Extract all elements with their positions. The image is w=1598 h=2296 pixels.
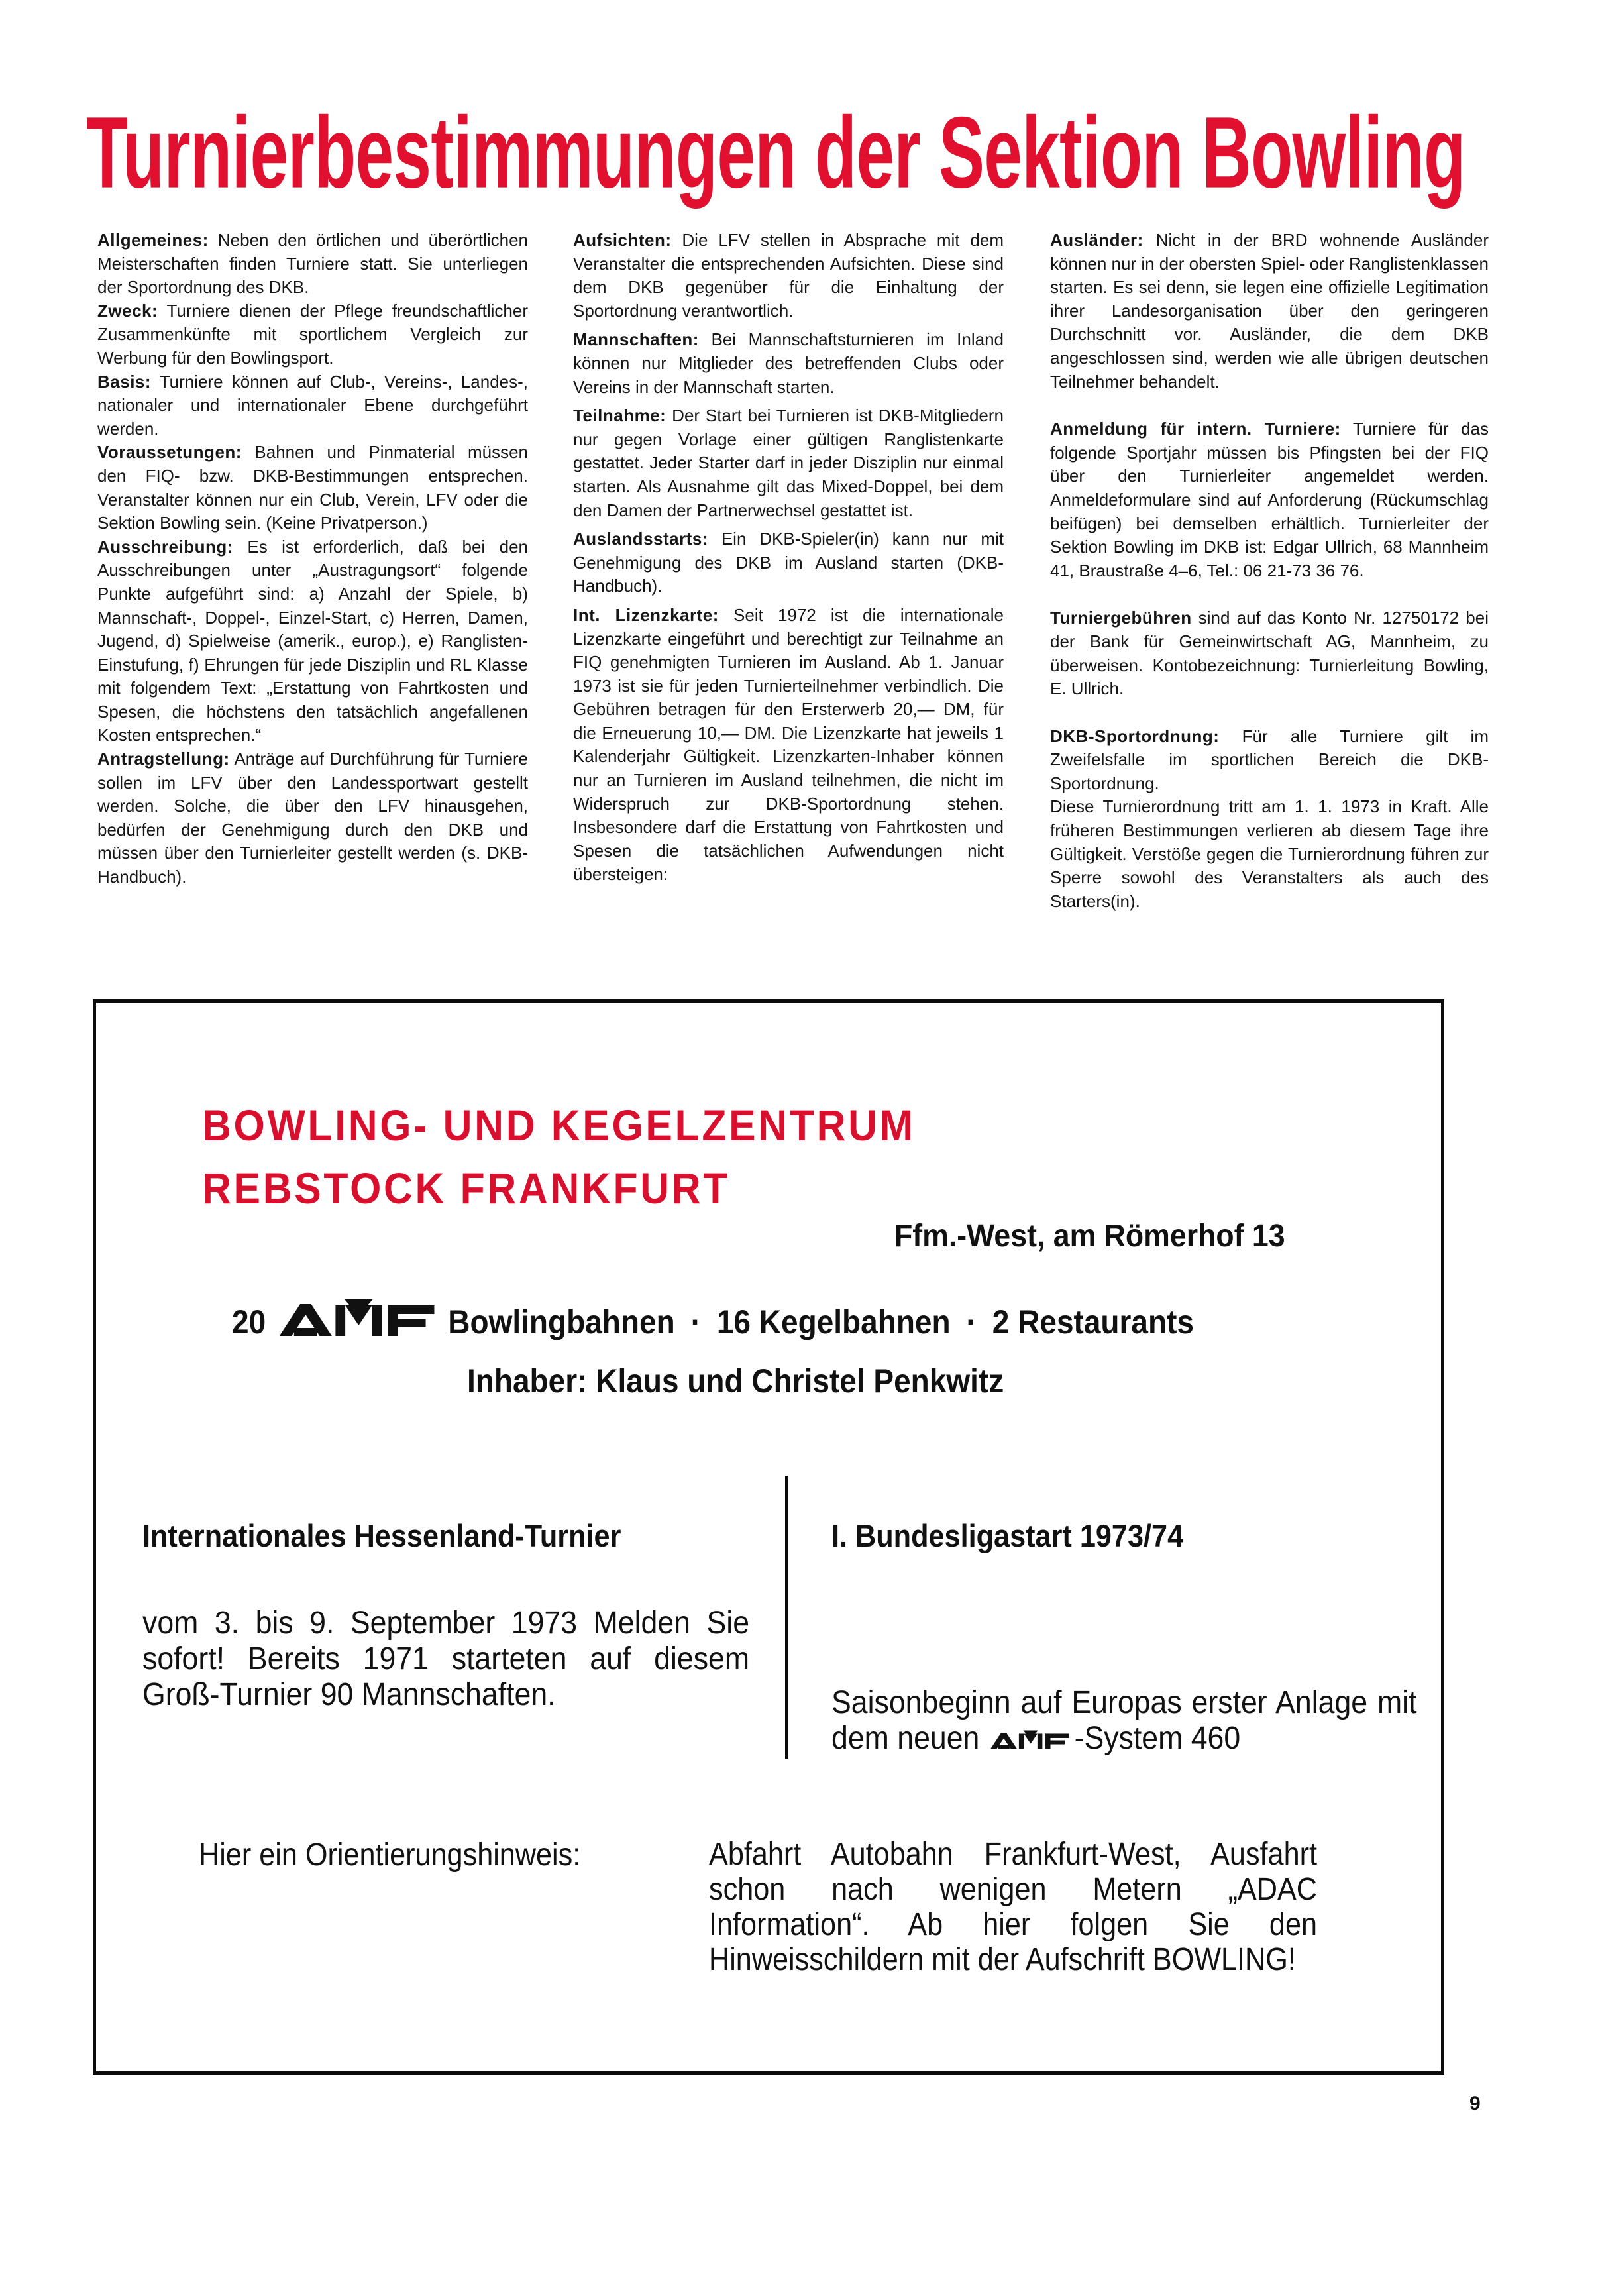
hessenland-heading: Internationales Hessenland-Turnier <box>142 1518 621 1553</box>
rule-heading: DKB-Sportordnung: <box>1050 726 1220 746</box>
rule-paragraph <box>1050 795 1489 913</box>
rules-column-2 <box>573 229 1004 887</box>
page-number: 9 <box>1469 2093 1481 2114</box>
rule-text: sind auf das Konto Nr. 12750172 bei der Bank für Gemeinwirtschaft AG, Mannheim, zu überweisen. Kontobezeichnung: Turnierleitung Bowling, E. Ullrich. <box>1050 608 1489 699</box>
rule-text: Bahnen und Pinmaterial müssen den FIQ- bzw. DKB-Bestimmungen entsprechen. Veranstalter können nur ein Club, Verein, LFV oder die Sektion Bowling sein. (Keine Privatperson.) <box>97 442 528 533</box>
rule-heading: Int. Lizenzkarte: <box>573 604 719 625</box>
rule-heading: Mannschaften: <box>573 329 699 350</box>
rule-text: Der Start bei Turnieren ist DKB-Mitgliedern nur gegen Vorlage einer gültigen Ranglistenkarte gestattet. Jeder Starter darf in jeder Disziplin nur einmal starten. Als Ausnahme gilt das Mixed-Doppel, bei dem den Damen der Partnerwechsel gestattet ist. <box>573 406 1004 520</box>
rule-text: Ein DKB-Spieler(in) kann nur mit Genehmigung des DKB im Ausland starten (DKB-Handbuch). <box>573 529 1004 596</box>
rule-text: Turniere für das folgende Sportjahr müssen bis Pfingsten bei der FIQ über den Turnierleiter angemeldet werden. Anmeldeformulare sind auf Anforderung (Rückumschlag beifügen) bei demselben erhältlich. Turnierleiter der Sektion Bowling im DKB ist: Edgar Ullrich, 68 Mannheim 41, Braustraße 4–6, Tel.: 06 21-73 36 76. <box>1050 419 1489 580</box>
ad-owners: Inhaber: Klaus und Christel Penkwitz <box>467 1362 1004 1399</box>
rule-paragraph <box>97 300 528 370</box>
bundesliga-heading: I. Bundesligastart 1973/74 <box>831 1518 1184 1553</box>
rule-heading: Zweck: <box>97 300 158 321</box>
rule-paragraph <box>97 229 528 300</box>
orientation-text: Abfahrt Autobahn Frankfurt-West, Ausfahrt schon nach wenigen Metern „ADAC Information“. Ab hier folgen Sie den Hinweisschildern mit der Aufschrift BOWLING! <box>709 1837 1317 1977</box>
rule-text: Es ist erforderlich, daß bei den Ausschreibungen unter „Austragungsort“ folgende Punkte aufgeführt sind: a) Anzahl der Spiele, b) Mannschaft-, Doppel-, Einzel-Start, c) Herren, Damen, Jugend, d) Spielweise (amerik., europ.), e) Ranglisten-Einstufung, f) Ehrungen für jede Disziplin und RL Klasse mit folgendem Text: „Erstattung von Fahrtkosten und Spesen, die höchstens den tatsächlich angefallenen Kosten entsprechen.“ <box>97 536 528 745</box>
rule-paragraph <box>1050 417 1489 582</box>
rule-text: Nicht in der BRD wohnende Ausländer können nur in der obersten Spiel- oder Ranglistenklassen starten. Es sei denn, sie legen eine offizielle Legitimation ihrer Landesorganisation über den geringeren Durchschnitt vor. Ausländer, die dem DKB angeschlossen sind, werden wie alle übrigen deutschen Teilnehmer behandelt. <box>1050 230 1489 392</box>
rule-paragraph <box>573 404 1004 522</box>
rule-paragraph <box>1050 725 1489 796</box>
rules-column-3 <box>1050 229 1489 913</box>
bundesliga-body <box>831 1685 1417 1758</box>
rule-paragraph <box>573 328 1004 399</box>
rule-heading: Allgemeines: <box>97 230 209 250</box>
rule-heading: Auslandsstarts: <box>573 529 708 549</box>
rule-heading: Teilnahme: <box>573 406 666 426</box>
lanes-count: 20 <box>232 1303 266 1340</box>
separator-dot: · <box>966 1303 977 1340</box>
rule-text: Für alle Turniere gilt im Zweifelsfalle im sportlichen Bereich die DKB-Sportordnung. <box>1050 726 1489 793</box>
rule-heading: Turniergebühren <box>1050 608 1192 628</box>
ad-column-divider <box>785 1476 788 1759</box>
rule-text: Die LFV stellen in Absprache mit dem Veranstalter die entsprechenden Aufsichten. Diese sind dem DKB gegenüber für die Einhaltung der Sportordnung verantwortlich. <box>573 230 1004 321</box>
rule-paragraph <box>97 535 528 747</box>
separator-dot: · <box>690 1303 701 1340</box>
orientation-label: Hier ein Orientierungshinweis: <box>199 1837 581 1873</box>
rules-column-1 <box>97 229 528 889</box>
rule-paragraph <box>97 370 528 441</box>
page-title: Turnierbestimmungen der Sektion Bowling <box>86 95 1465 209</box>
rule-paragraph <box>573 604 1004 887</box>
ad-bundesliga-block <box>831 1517 1417 1758</box>
restaurants: 2 Restaurants <box>992 1303 1195 1340</box>
rule-heading: Anmeldung für intern. Turniere: <box>1050 419 1341 439</box>
rule-heading: Voraussetungen: <box>97 442 242 463</box>
rule-paragraph <box>573 527 1004 598</box>
amf-logo-icon <box>990 1722 1069 1758</box>
bundesliga-body-text: Saisonbeginn auf Europas erster Anlage mit dem neuen <box>831 1685 1417 1756</box>
kegel-lanes: 16 Kegelbahnen <box>716 1303 951 1340</box>
rule-paragraph <box>1050 229 1489 394</box>
ad-hessenland-block <box>142 1517 759 1713</box>
rule-text: Turniere dienen der Pflege freundschaftlicher Zusammenkünfte mit sportlichem Vergleich zur Werbung für den Bowlingsport. <box>97 300 528 368</box>
lanes-label: Bowlingbahnen <box>448 1303 675 1340</box>
amf-logo-icon <box>279 1299 435 1345</box>
rule-paragraph <box>573 229 1004 323</box>
rule-heading: Aufsichten: <box>573 230 672 250</box>
rule-text: Turniere können auf Club-, Vereins-, Landes-, nationaler und internationaler Ebene durchgeführt werden. <box>97 371 528 439</box>
ad-venue-name-line1: BOWLING- UND KEGELZENTRUM <box>202 1101 916 1150</box>
bundesliga-system-text: -System 460 <box>1074 1721 1241 1756</box>
rule-paragraph <box>97 441 528 535</box>
rule-heading: Ausländer: <box>1050 230 1144 250</box>
rule-text: Diese Turnierordnung tritt am 1. 1. 1973 in Kraft. Alle früheren Bestimmungen verlieren ab diesem Tage ihre Gültigkeit. Verstöße gegen die Turnierordnung führen zur Sperre sowohl des Veranstalters als auch des Starters(in). <box>1050 796 1489 911</box>
ad-facilities <box>232 1299 1194 1345</box>
rule-paragraph <box>1050 606 1489 700</box>
rule-heading: Basis: <box>97 371 152 392</box>
hessenland-body: vom 3. bis 9. September 1973 Melden Sie sofort! Bereits 1971 starteten auf diesem Groß-Turnier 90 Mannschaften. <box>142 1606 750 1712</box>
rule-text: Bei Mannschaftsturnieren im Inland können nur Mitglieder des betreffenden Clubs oder Vereins in der Mannschaft starten. <box>573 329 1004 397</box>
rule-heading: Ausschreibung: <box>97 536 233 557</box>
rule-heading: Antragstellung: <box>97 749 230 769</box>
rule-paragraph <box>97 747 528 889</box>
rule-text: Neben den örtlichen und überörtlichen Meisterschaften finden Turniere statt. Sie unterliegen der Sportordnung des DKB. <box>97 230 528 298</box>
rule-text: Seit 1972 ist die internationale Lizenzkarte eingeführt und berechtigt zur Teilnahme an FIQ genehmigten Turnieren im Ausland. Ab 1. Januar 1973 ist sie für jeden Turnierteilnehmer verbindlich. Die Gebühren betragen für den Ersterwerb 20,— DM, für die Erneuerung 10,— DM. Die Lizenzkarte hat jeweils 1 Kalenderjahr Gültigkeit. Lizenzkarten-Inhaber können nur an Turnieren im Ausland teilnehmen, die nicht im Widerspruch zur DKB-Sportordnung stehen. Insbesondere darf die Erstattung von Fahrtkosten und Spesen die tatsächlichen Aufwendungen nicht übersteigen: <box>573 604 1004 885</box>
rule-text: Anträge auf Durchführung für Turniere sollen im LFV über den Landessportwart gestellt werden. Solche, die über den LFV hinausgehen, bedürfen der Genehmigung durch den DKB und müssen über den Turnierleiter gestellt werden (s. DKB-Handbuch). <box>97 749 528 887</box>
ad-address: Ffm.-West, am Römerhof 13 <box>894 1219 1285 1254</box>
ad-venue-name-line2: REBSTOCK FRANKFURT <box>202 1164 731 1213</box>
